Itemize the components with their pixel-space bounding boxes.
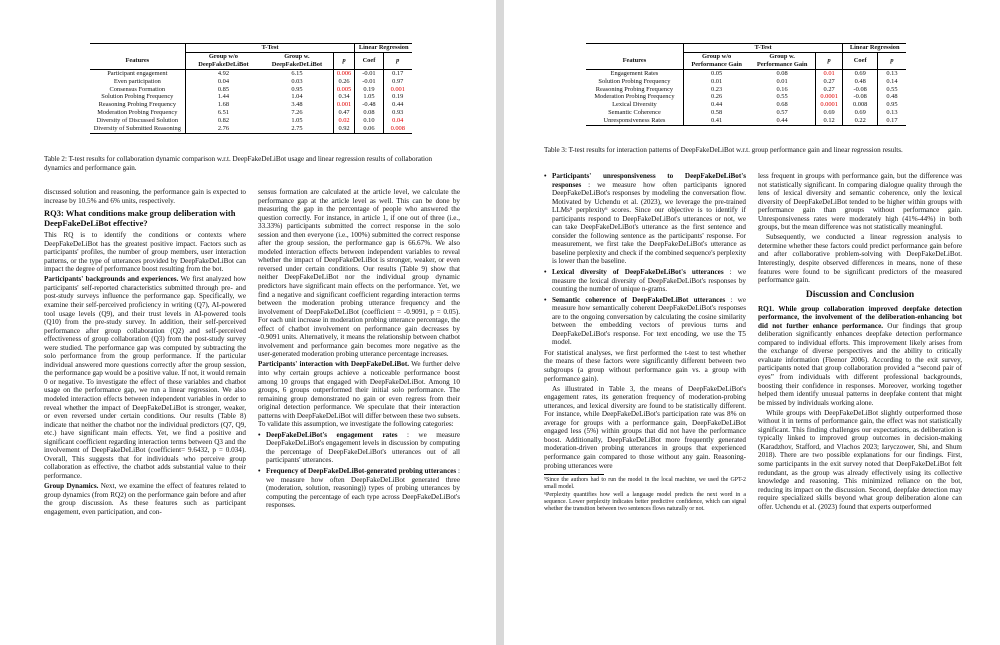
group-without-cell: 0.26 (683, 93, 749, 101)
p-header: p (815, 52, 843, 69)
rq3-heading: RQ3: What conditions make group deliberation with DeepFakeDeLiBot effective? (44, 208, 236, 229)
feature-cell: Even participation (113, 77, 161, 85)
coef-cell: 0.008 (843, 101, 878, 109)
p2-value-cell: 0.008 (383, 125, 412, 133)
p2-value-cell: 0.48 (877, 93, 906, 101)
group-without-cell: 0.05 (683, 69, 749, 77)
p2-value-cell: 0.13 (877, 109, 906, 117)
feature-cell: Consensus Formation (109, 85, 166, 93)
feature-cell: Diversity of Discussed Solution (96, 117, 179, 125)
p-value-cell: 0.001 (333, 101, 355, 109)
p-value-cell: 0.005 (333, 86, 355, 94)
group-with-cell: 0.57 (776, 109, 788, 117)
left-column-2 (258, 188, 460, 512)
table-row (586, 117, 906, 125)
group-without-cell: 0.04 (185, 78, 261, 86)
list-item: • Semantic coherence of DeepFakeDeLiBot utterances : we measure how semantically coherent DeepFakeDeLiBot's responses are to the ongoing conversation by calculating the cosine similarity between the embedding vectors of previous turns and DeepFakeDeLiBot's response. For text encoding, we use the T5 model. (544, 296, 746, 347)
group-with-cell: 1.04 (291, 93, 303, 101)
p-value-cell: 0.006 (333, 69, 355, 77)
p-value-cell: 0.26 (333, 78, 355, 86)
group-with-cell: 0.01 (776, 77, 788, 85)
list-item: • Participants' unresponsiveness to DeepFakeDeLiBot's responses : we measure how often participants ignored DeepFakeDeLiBot's responses by modeling the conversation flow. Motivated by Uchendu et al. (2023), we leverage the pre-trained LLMs⁵ perplexity⁶ scores. Since our objective is to identify if participants respond to DeepFakeDeLiBot's utterances or not, we can take DeepFakeDeLiBot's utterance as the first sentence and consider the following sentence as the participants' response. For measurement, we first take the DeepFakeDeLiBot's utterance as baseline perplexity and check if the combined sequence's perplexity is lower than the baseline. (544, 172, 746, 266)
run-in-heading: Participants' backgrounds and experiences. (44, 275, 179, 284)
table-row (90, 93, 412, 101)
footnote-5: ⁵Since the authors had to run the model in the local machine, we used the GPT-2 small model. (544, 477, 746, 490)
p2-value-cell: 0.55 (877, 86, 906, 94)
p-value-cell: 0.47 (333, 109, 355, 117)
group-without-header: Group w/o DeepFakeDeLiBot (185, 52, 261, 69)
p2-value-cell: 0.13 (877, 69, 906, 77)
p2-header: p (877, 52, 906, 69)
list-item: • Lexical diversity of DeepFakeDeLiBot's utterances : we measure the lexical diversity of DeepFakeDeLiBot's responses by counting the number of unique n-grams. (544, 268, 746, 294)
paragraph: Participants' interaction with DeepFakeDeLiBot. We further delve into why certain groups achieve a noticeable performance boost among 10 groups that engaged with DeepFakeDeLiBot. Among 10 groups, 6 groups outperformed their initial solo performance. The remaining group demonstrated no gain or even regress from their original detection performance. We speculate that their interaction patterns with DeepFakeDeLiBot will differ between these two subsets. To validate this assumption, we investigate the following categories: (258, 360, 460, 429)
p2-value-cell: 0.95 (877, 101, 906, 109)
group-with-cell: 6.15 (291, 69, 303, 77)
p2-value-cell: 0.17 (383, 69, 412, 77)
group-with-cell: 7.26 (291, 109, 303, 117)
linreg-group-header: Linear Regression (843, 44, 906, 53)
coef-header: Coef (355, 52, 383, 69)
run-in-heading: Group Dynamics. (44, 481, 99, 490)
coef-cell: 1.05 (355, 93, 383, 101)
group-without-cell: 0.23 (683, 86, 749, 94)
p-value-cell: 0.12 (815, 117, 843, 125)
feature-cell: Diversity of Submitted Reasoning (90, 125, 185, 133)
list-item: • Frequency of DeepFakeDeLiBot-generated probing utterances : we measure how often DeepFakeDeLiBot generated three (moderation, solution, reasoning)) types of probing utterances by computing the percentage of each type across DeepFakeDeLiBot's responses. (258, 467, 460, 510)
coef-cell: -0.08 (843, 86, 878, 94)
paragraph: discussed solution and reasoning, the performance gain is expected to increase by 10.5% and 6% units, respectively. (44, 188, 246, 205)
ttest-group-header: T-Test (683, 44, 843, 53)
run-in-heading: Participants' interaction with DeepFakeDeLiBot. (258, 360, 410, 369)
paragraph: Participants' backgrounds and experiences. We first analyzed how participants' self-reported characteristics submitted through pre- and post-study surveys influence the performance gap. Specifically, we examine their self-perceived proficiency in writing (Q7), AI-powered tool usage levels (Q9), and their trust levels in AI-powered tools (Q10) from the pre-study survey. In addition, their self-perceived performance after group collaboration (Q2) and self-perceived effectiveness of group collaboration (Q3) from the post-study survey were studied. The performance gap was computed by subtracting the solo performance from the group performance. If the particular individual answered more questions correctly after the group session, the performance gap would be a positive value. If not, it would remain 0 or negative. To investigate the effect of these variables and chatbot usage on the performance gap, we run a linear regression. We also modeled interaction effects between independent variables in order to reveal whether the impact of DeepFakeDeLiBot is stronger, weaker, or even reversed under certain conditions. Our results (Table 8) indicate that neither the chatbot nor the individual predictors (Q7, Q9, etc.) have significant main effects. Yet, we find a positive and significant coefficient regarding interaction terms between Q3 and the involvement of DeepFakeDeLiBot (coefficient= 9.6432, p = 0.034). Overall, This suggests that for individuals who perceive group collaboration as effective, the chatbot adds substantial value to their performance. (44, 275, 246, 480)
p2-value-cell: 0.19 (383, 93, 412, 101)
p-value-cell: 0.69 (815, 109, 843, 117)
group-without-cell: 0.58 (683, 109, 749, 117)
run-in-heading: RQ1. While group collaboration improved deepfake detection performance, the involvement of the deliberation-enhancing bot did not further enhance performance. (758, 304, 962, 330)
table-row (586, 109, 906, 117)
discussion-heading: Discussion and Conclusion (805, 289, 915, 300)
list-item: • DeepFakeDeLiBot's engagement rates : we measure DeepFakeDeLiBot's engagement levels in discussion by computing the percentage of DeepFakeDeLiBot's utterances out of all participants' utterances. (258, 431, 460, 465)
p-value-cell: 0.0001 (815, 93, 843, 101)
right-column-2 (758, 172, 962, 513)
p-value-cell: 0.92 (333, 125, 355, 133)
p2-header: p (383, 52, 412, 69)
group-without-cell: 0.41 (683, 117, 749, 125)
paragraph: Subsequently, we conducted a linear regression analysis to determine whether these factors could predict performance gain before and after collaborative problem-solving with DeepFakeDeLiBot. Interestingly, despite observed differences in means, none of these features were found to be significant predictors of the measured performance gain. (758, 233, 962, 285)
coef-cell: 0.48 (843, 78, 878, 86)
feature-cell: Solution Probing Frequency (598, 77, 671, 85)
feature-cell: Moderation Probing Frequency (594, 93, 675, 101)
feature-cell: Moderation Probing Frequency (97, 109, 178, 117)
paragraph: As illustrated in Table 3, the means of DeepFakeDeLiBot's engagement rates, its generation frequency of moderation-probing utterances, and lexical diversity are found to be statistically different. For instance, while DeepFakeDeLiBot's participation rate was 8% on average for groups with a performance gain, DeepFakeDeLiBot engaged less (5%) within groups that did not have the performance boost. Additionally, DeepFakeDeLiBot more frequently generated moderation-driven probing utterances in groups that experienced performance gain compared to those without any gain. Reasoning-probing utterances were (544, 384, 746, 470)
group-with-cell: 0.44 (749, 117, 815, 125)
table-row (90, 117, 412, 125)
group-with-cell: 2.75 (261, 125, 333, 133)
paragraph: Group Dynamics. Next, we examine the effect of features related to group dynamics (from RQ2) on the performance gain before and after the group discussion. As these features such as participant engagement, even participation, and con- (44, 481, 246, 516)
coef-cell: -0.48 (355, 101, 383, 109)
paragraph: sensus formation are calculated at the article level, we calculate the performance gap at the article level as well. This can be done by measuring the gap in the percentage of people who answered the question correctly. For instance, in article 1, if one out of three (i.e., 33.33%) participants submitted the correct response in the solo session and then everyone (i.e., 100%) submitted the correct response after the group session, the performance gap is 66.67%. We also modeled interaction effects between independent variables to reveal whether the impact of DeepFakeDeLiBot is stronger, weaker, or even reversed under certain conditions. Our results (Table 9) show that neither DeepFakeDeLiBot nor the individual group dynamic predictors have significant main effects on the performance. Yet, we find a negative and significant coefficient regarding interaction terms between the moderation probing utterance frequency and the involvement of DeepFakeDeLiBot (coefficient = -0.9091, p = 0.05). For each unit increase in moderation probing utterance percentage, the effect of chatbot involvement on performance gain decreases by -0.9091 units. Alternatively, it means the relationship between chatbot involvement and performance gain becomes more negative as the user-generated moderation probing utterance percentage increases. (258, 188, 460, 359)
table-row (90, 69, 412, 77)
table-2-body (90, 69, 412, 133)
p-header: p (333, 52, 355, 69)
group-with-cell: 0.95 (291, 85, 303, 93)
group-without-header: Group w/o Performance Gain (683, 52, 749, 69)
group-without-cell: 0.44 (683, 101, 749, 109)
group-without-cell: 1.44 (185, 93, 261, 101)
group-with-cell: 3.48 (291, 101, 303, 109)
p-value-cell: 0.01 (815, 69, 843, 77)
feature-cell: Solution Probing Frequency (101, 93, 174, 101)
feature-cell: Reasoning Probing Frequency (595, 85, 674, 93)
table-3-caption: Table 3: T-test results for interaction patterns of DeepFakeDeLiBot w.r.t. group performance gain and linear regression results. (544, 146, 903, 154)
group-without-cell: 6.51 (185, 109, 261, 117)
group-without-cell: 0.01 (683, 78, 749, 86)
coef-cell: -0.08 (843, 93, 878, 101)
group-with-cell: 0.55 (776, 93, 788, 101)
table-row (586, 101, 906, 109)
paragraph: less frequent in groups with performance gain, but the difference was not statistically significant. In comparing dialogue quality through the lens of lexical diversity and semantic coherence, only the lexical diversity of DeepFakeDeLiBot tended to be higher within groups with performance gain than groups without performance gain. Unresponsiveness rates were moderately high (41%-44%) in both groups, but the mean difference was not statistically meaningful. (758, 172, 962, 232)
table-3 (586, 43, 906, 126)
features-header: Features (586, 52, 683, 69)
group-with-header: Group w. Performance Gain (749, 52, 815, 69)
coef-cell: 0.08 (355, 109, 383, 117)
group-without-cell: 2.76 (185, 125, 261, 133)
feature-cell: Participant engagement (107, 69, 168, 77)
p2-value-cell: 0.14 (877, 78, 906, 86)
group-with-cell: 0.16 (776, 85, 788, 93)
group-with-cell: 0.08 (776, 69, 788, 77)
page-gutter (496, 0, 504, 645)
p-value-cell: 0.27 (815, 86, 843, 94)
p-value-cell: 0.02 (333, 117, 355, 125)
p2-value-cell: 0.44 (383, 101, 412, 109)
paragraph: For statistical analyses, we first performed the t-test to test whether the means of these factors were significantly different between two subgroups (a group without performance gain vs. a group with performance gain). (544, 348, 746, 383)
p2-value-cell: 0.04 (383, 117, 412, 125)
p-value-cell: 0.34 (333, 93, 355, 101)
group-with-cell: 0.03 (291, 77, 303, 85)
coef-cell: 0.06 (355, 125, 383, 133)
left-column-1 (44, 188, 246, 518)
coef-cell: -0.01 (355, 78, 383, 86)
left-page (0, 0, 496, 645)
group-with-cell: 1.05 (291, 117, 303, 125)
group-without-cell: 4.92 (185, 69, 261, 77)
coef-header: Coef (843, 52, 878, 69)
paragraph: While groups with DeepFakeDeLiBot slightly outperformed those without it in terms of performance gain, the effect was not statistically significant. This finding challenges our expectations, as deliberation is typically linked to improved group outcomes in decision-making (Karadzhov, Stafford, and Vlachos 2023; Iaryczower, Shi, and Shum 2018). There are two possible explanations for our findings. First, some participants in the exit survey noted that DeepFakeDeLiBot felt redundant, as the group was already effectively using its collective knowledge and reasoning. This minimized reliance on the bot, reducing its impact on the discussion. Second, deepfake detection may require specialized skills beyond what group deliberation alone can offer. Uchendu et al. (2023) found that experts outperformed (758, 408, 962, 511)
group-with-header: Group w. DeepFakeDeLiBot (261, 52, 333, 69)
table-row (90, 125, 412, 133)
feature-cell: Engagement Rates (610, 69, 659, 77)
linreg-group-header: Linear Regression (355, 44, 412, 53)
table-3-body (586, 69, 906, 125)
coef-cell: 0.19 (355, 86, 383, 94)
paragraph: RQ1. While group collaboration improved deepfake detection performance, the involvement of the deliberation-enhancing bot did not further enhance performance. Our findings that group deliberation significantly enhances deepfake detection performance compared to individual efforts. This improvement likely arises from the exchange of diverse perspectives and the ability to critically evaluate information (Fleenor 2006). According to the exit survey, participants noted that group collaboration provided a “second pair of eyes” from individuals with different professional backgrounds, boosting their confidence in responses. Moreover, working together helped them identify unusual patterns in deepfake content that might be missed by individuals working alone. (758, 304, 962, 407)
footnote-rule (544, 474, 604, 475)
table-row (586, 93, 906, 101)
table-row (90, 101, 412, 109)
table-row (90, 78, 412, 86)
category-list (544, 172, 746, 347)
group-without-cell: 1.68 (185, 101, 261, 109)
features-header: Features (90, 52, 185, 69)
table-row (586, 86, 906, 94)
feature-cell: Reasoning Probing Frequency (98, 101, 177, 109)
table-row (586, 69, 906, 77)
table-row (90, 109, 412, 117)
group-with-cell: 0.68 (776, 101, 788, 109)
table-row (586, 78, 906, 86)
category-list (258, 431, 460, 510)
coef-cell: 0.69 (843, 109, 878, 117)
p2-value-cell: 0.001 (383, 86, 412, 94)
paragraph: This RQ is to identify the conditions or contexts where DeepFakeDeLiBot has the greatest positive impact. Factors such as participants' profiles, the number of group members, user interaction patterns, or the type of utterances provided by DeepFakeDeLiBot can impact the degree of performance boost resulting from the bot. (44, 231, 246, 274)
group-without-cell: 0.82 (185, 117, 261, 125)
p2-value-cell: 0.93 (383, 109, 412, 117)
group-without-cell: 0.85 (185, 86, 261, 94)
feature-cell: Semantic Coherence (608, 109, 661, 117)
table-2-caption: Table 2: T-test results for collaboration dynamic comparison w.r.t. DeepFakeDeLiBot usage and linear regression results of collaboration dynamics and performance gain. (44, 155, 433, 172)
p-value-cell: 0.0001 (815, 101, 843, 109)
coef-cell: 0.69 (843, 69, 878, 77)
p2-value-cell: 0.17 (877, 117, 906, 125)
right-page (504, 0, 1000, 645)
coef-cell: 0.22 (843, 117, 878, 125)
footnote-6: ⁶Perplexity quantifies how well a language model predicts the next word in a sequence. Lower perplexity indicates better predictive confidence, which can signal whether the transition between two sentences flows naturally or not. (544, 492, 746, 513)
table-2 (90, 43, 412, 134)
table-row (90, 86, 412, 94)
ttest-group-header: T-Test (185, 44, 355, 53)
coef-cell: -0.01 (355, 69, 383, 77)
coef-cell: 0.10 (355, 117, 383, 125)
right-column-1 (544, 172, 746, 515)
feature-cell: Lexical Diversity (612, 101, 657, 109)
feature-cell: Unresponsiveness Rates (586, 117, 683, 125)
p2-value-cell: 0.97 (383, 78, 412, 86)
p-value-cell: 0.27 (815, 78, 843, 86)
